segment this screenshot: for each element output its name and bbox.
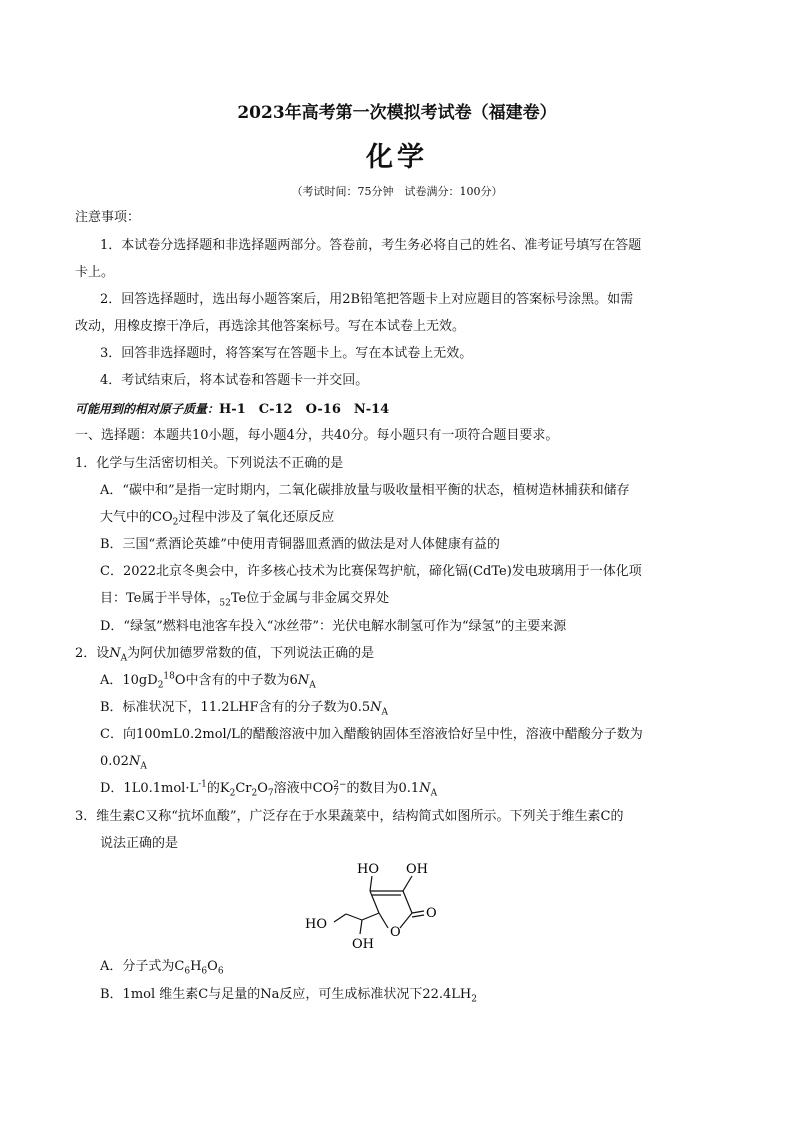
- structure-ring-oxygen: O: [390, 925, 401, 940]
- section-heading: 一、选择题：本题共10小题，每小题4分，共40分。每小题只有一项符合题目要求。: [75, 428, 559, 443]
- structure-ho-label: HO: [357, 862, 379, 877]
- structure-carbonyl-oxygen: O: [426, 906, 437, 921]
- question-2-option-d: D．$1L0.1mol\cdot L^{-1}$的$K_2Cr_2O_7$溶液中CO2− 7 的数目为$0.1N_A$: [100, 779, 438, 799]
- question-1-option-a: A．“碳中和”是指一定时期内，二氧化碳排放量与吸收量相平衡的状态，植树造林捕获和储存: [100, 483, 630, 498]
- atomic-masses-label: 可能用到的相对原子质量：: [75, 402, 220, 416]
- note-item: 卡上。: [75, 265, 115, 280]
- question-1-option-a-cont: 大气中的$CO_2$过程中涉及了氧化还原反应: [100, 510, 335, 528]
- structure-oh-label: OH: [406, 862, 428, 877]
- structure-oh-label: OH: [352, 937, 374, 952]
- question-2-stem: 2．设$N_A$为阿伏加德罗常数的值，下列说法正确的是: [75, 646, 375, 664]
- atomic-masses-values: H-1 C-12 O-16 N-14: [219, 402, 390, 417]
- vitamin-c-structure: [300, 858, 450, 958]
- question-2-option-c-cont: $0.02N_A$: [100, 754, 147, 772]
- note-item: 2．回答选择题时，选出每小题答案后，用2B铅笔把答题卡上对应题目的答案标号涂黑。如需: [100, 292, 634, 307]
- question-3-stem-cont: 说法正确的是: [100, 836, 179, 851]
- note-item: 1．本试卷分选择题和非选择题两部分。答卷前，考生务必将自己的姓名、准考证号填写在答题: [100, 238, 642, 253]
- question-1-stem: 1．化学与生活密切相关。下列说法不正确的是: [75, 456, 344, 471]
- atomic-masses: [75, 400, 389, 419]
- question-1-option-c-cont: 目：Te属于半导体，$_{52}$Te位于金属与非金属交界处: [100, 591, 390, 609]
- exam-info: （考试时间：75分钟 试卷满分：100分）: [291, 185, 503, 198]
- question-2-option-a: A．$10gD_2^{18}O$中含有的中子数为$6N_A$: [100, 671, 316, 691]
- question-1-option-b: B．三国“煮酒论英雄”中使用青铜器皿煮酒的做法是对人体健康有益的: [100, 537, 500, 552]
- question-1-option-c: C．2022北京冬奥会中，许多核心技术为比赛保驾护航，碲化镉(CdTe)发电玻璃用于一体化项: [100, 564, 642, 579]
- notes-heading: 注意事项：: [75, 210, 141, 225]
- question-3-option-b: B．1mol 维生素C与足量的Na反应，可生成标准状况下$22.4LH_2$: [100, 987, 477, 1005]
- note-item: 改动，用橡皮擦干净后，再选涂其他答案标号。写在本试卷上无效。: [75, 319, 466, 334]
- structure-ho-label: HO: [305, 917, 327, 932]
- subject-title: 化学: [366, 142, 428, 173]
- question-2-option-b: B．标准状况下，11.2LHF含有的分子数为$0.5N_A$: [100, 700, 389, 718]
- question-1-option-d: D．“绿氢”燃料电池客车投入“冰丝带”：光伏电解水制氢可作为“绿氢”的主要来源: [100, 619, 567, 634]
- question-3-stem: 3．维生素C又称“抗坏血酸”，广泛存在于水果蔬菜中，结构简式如图所示。下列关于维生素C的: [75, 809, 624, 824]
- question-2-option-c: C．向100mL0.2mol/L的醋酸溶液中加入醋酸钠固体至溶液恰好呈中性，溶液中醋酸分子数为: [100, 727, 643, 742]
- note-item: 3．回答非选择题时，将答案写在答题卡上。写在本试卷上无效。: [100, 346, 473, 361]
- question-3-option-a: A．分子式为$C_6H_6O_6$: [100, 959, 224, 977]
- exam-title: 2023年高考第一次模拟考试卷（福建卷）: [237, 103, 557, 123]
- note-item: 4．考试结束后，将本试卷和答题卡一并交回。: [100, 373, 369, 388]
